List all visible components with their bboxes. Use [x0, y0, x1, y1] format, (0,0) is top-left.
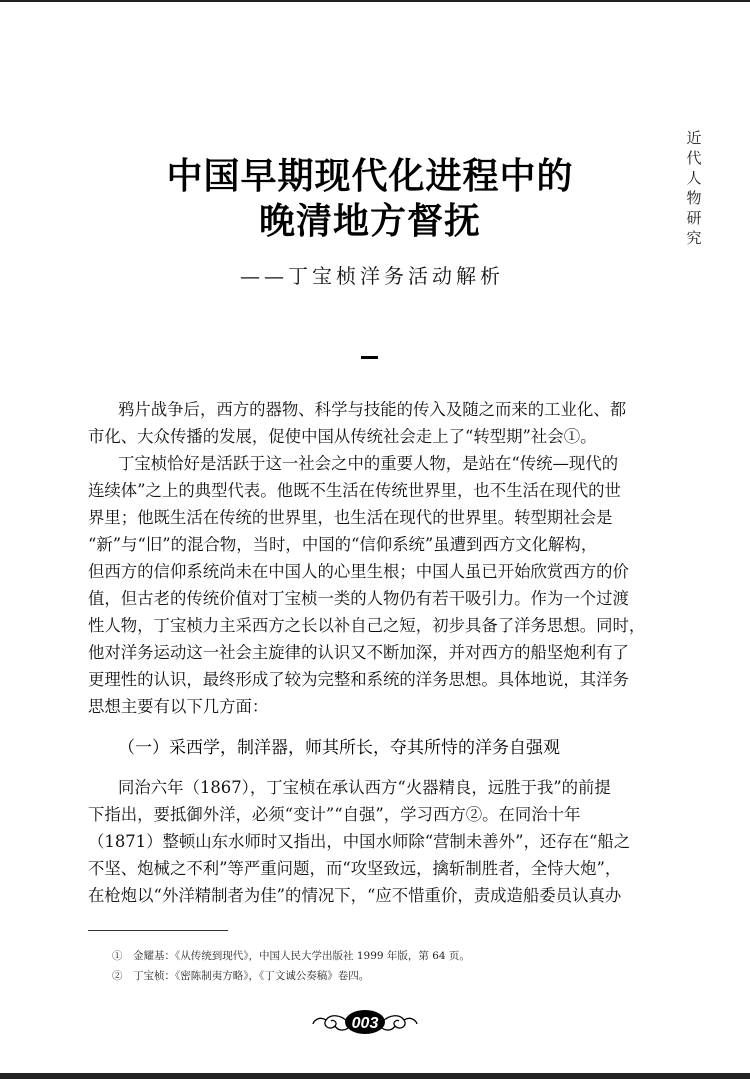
paragraph-line: 界里；他既生活在传统的世界里，也生活在现代的世界里。转型期社会是	[88, 508, 613, 527]
paragraph-line: 鸦片战争后，西方的器物、科学与技能的传入及随之而来的工业化、都	[118, 400, 627, 419]
bottom-border	[0, 1073, 750, 1079]
page-number: 003	[351, 1015, 379, 1032]
paragraph-line: 值，但古老的传统价值对丁宝桢一类的人物仍有若干吸引力。作为一个过渡	[88, 589, 629, 608]
scroll-ornament-right-icon	[382, 1016, 417, 1030]
paragraph-line: 他对洋务运动这一社会主旋律的认识又不断加深，并对西方的船坚炮利有了	[88, 643, 629, 662]
paragraph-line: 丁宝桢恰好是活跃于这一社会之中的重要人物，是站在“传统—现代的	[118, 454, 619, 473]
top-border	[0, 0, 750, 2]
running-section-label: 近代人物研究	[686, 129, 702, 247]
paragraph-line: （1871）整顿山东水师时又指出，中国水师除“营制未善外”，还存在“船之	[88, 832, 631, 851]
footnote-2: ② 丁宝桢：《密陈制夷方略》，《丁文诚公奏稿》卷四。	[112, 970, 370, 982]
footnote-rule	[88, 930, 228, 931]
paragraph-line: 思想主要有以下几方面：	[88, 697, 269, 716]
paragraph-line: 在枪炮以“外洋精制者为佳”的情况下，“应不惜重价，责成造船委员认真办	[88, 886, 622, 905]
footnote-1: ① 金耀基：《从传统到现代》，中国人民大学出版社 1999 年版，第 64 页。	[112, 950, 470, 962]
article-title-line-2: 晚清地方督抚	[258, 201, 481, 242]
paragraph-line: 连续体”之上的典型代表。他既不生活在传统世界里，也不生活在现代的世	[88, 481, 621, 500]
paragraph-line: “新”与“旧”的混合物，当时，中国的“信仰系统”虽遭到西方文化解构，	[88, 535, 598, 554]
page-number-badge	[310, 1004, 420, 1040]
article-subtitle: ——丁宝桢洋务活动解析	[240, 264, 504, 288]
paragraph-line: 更理性的认识，最终形成了较为完整和系统的洋务思想。具体地说，其洋务	[88, 670, 629, 689]
paragraph-line: 下指出，要抵御外洋，必须“变计”“自强”，学习西方②。在同治十年	[88, 805, 581, 824]
paragraph-line: 性人物，丁宝桢力主采西方之长以补自己之短，初步具备了洋务思想。同时，	[88, 616, 646, 635]
paragraph-line: 但西方的信仰系统尚未在中国人的心里生根；中国人虽已开始欣赏西方的价	[88, 562, 629, 581]
subsection-heading: （一）采西学，制洋器，师其所长，夺其所恃的洋务自强观	[118, 738, 560, 758]
paragraph-line: 同治六年（1867），丁宝桢在承认西方“火器精良，远胜于我”的前提	[118, 778, 611, 797]
scroll-ornament-left-icon	[313, 1016, 348, 1030]
paragraph-line: 市化、大众传播的发展，促使中国从传统社会走上了“转型期”社会①。	[88, 427, 597, 446]
paragraph-line: 不坚、炮械之不利”等严重问题，而“攻坚致远，擒斩制胜者，全恃大炮”，	[88, 859, 622, 878]
section-number-one	[361, 356, 378, 359]
article-title-line-1: 中国早期现代化进程中的	[166, 156, 574, 197]
